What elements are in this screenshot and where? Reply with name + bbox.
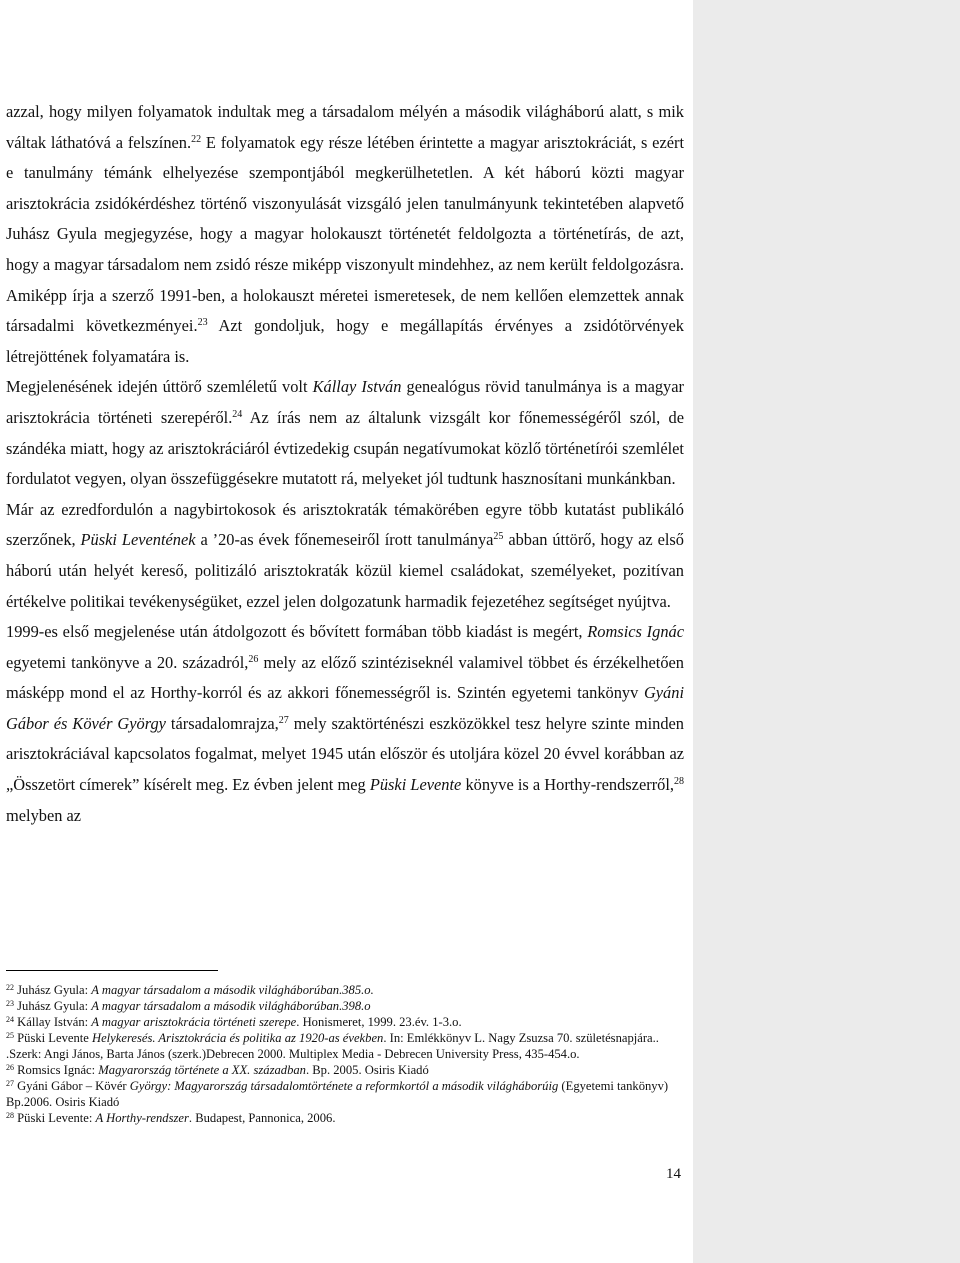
text-run: Juhász Gyula: bbox=[14, 983, 92, 997]
text-run: Már az ezredfordulón a nagybirtokosok és arisztokraták témakörében egyre több kutatást publikáló szerzőnek, bbox=[6, 499, 684, 550]
text-run: abban úttörő, hogy az első háború után helyét kereső, politizáló arisztokraták közül kiemel családokat, személyeket, pozitívan értékelve politikai tevékenységüket, ezzel jelen dolgozatunk harmadik fejezetéhez segítséget nyújtva. bbox=[6, 530, 685, 611]
footnote bbox=[6, 1030, 684, 1062]
italic-text: Gyáni Gábor és Kövér György bbox=[6, 683, 684, 733]
text-run: Gyáni Gábor – Kövér bbox=[14, 1079, 130, 1093]
italic-text: Romsics Ignác bbox=[587, 622, 684, 642]
footnote-ref: 26 bbox=[6, 1063, 14, 1072]
footnote-ref: 28 bbox=[6, 1111, 14, 1120]
text-run: Azt gondoljuk, hogy e megállapítás érvényes a zsidótörvények létrejöttének folyamatára is. bbox=[6, 316, 684, 366]
italic-text: Kállay István bbox=[312, 377, 402, 397]
text-run: könyve is a Horthy-rendszerről, bbox=[461, 775, 674, 795]
text-run: 1999-es első megjelenése után átdolgozott és bővített formában több kiadást is megért, bbox=[6, 622, 588, 642]
footnote-ref: 27 bbox=[6, 1079, 14, 1088]
comment-sidebar bbox=[693, 0, 960, 1263]
paragraph bbox=[6, 97, 684, 372]
text-run: . Bp. 2005. Osiris Kiadó bbox=[305, 1063, 429, 1077]
text-run: Megjelenésének idején úttörő szemléletű volt bbox=[6, 377, 313, 397]
footnote-ref: 23 bbox=[6, 999, 14, 1008]
text-run: mely szaktörténészi eszközökkel tesz helyre szinte minden arisztokráciával kapcsolatos fogalmat, melyet 1945 után először és utoljára közel 20 évvel korábban az „Összetört címerek” kísérelt meg. Ez évben jelent meg bbox=[6, 713, 684, 795]
text-run: E folyamatok egy része létében érintette a magyar arisztokráciát, s ezért e tanulmány témánk elhelyezése szempontjából megkerülhetetlen. A két háború közti magyar arisztokrácia zsidókérdéshez történő viszonyulását vizsgáló jelen tanulmányunk tekintetében alapvető Juhász Gyula megjegyzése, hogy a magyar holokauszt történetét feldolgozta a történetírás, de azt, hogy a magyar társadalom nem zsidó része miképp viszonyult mindehhez, az nem került feldolgozásra. Amiképp írja a szerző 1991-ben, a holokauszt méretei ismeretesek, de nem kellően elemzettek annak társadalmi következményei. bbox=[6, 132, 685, 336]
italic-text: Püski Leventének bbox=[80, 530, 196, 550]
footnote-ref: 24 bbox=[6, 1015, 14, 1024]
text-run: . In: Emlékkönyv L. Nagy Zsuzsa 70. születésnapjára.. .Szerk: Angi János, Barta János (szerk.)Debrecen 2000. Multiplex Media - Debrecen University Press, 435-454.o. bbox=[6, 1031, 659, 1061]
body-text bbox=[6, 97, 684, 831]
text-run: Püski Levente: bbox=[14, 1111, 96, 1125]
footnote bbox=[6, 1078, 684, 1110]
italic-text: Magyarország története a XX. században bbox=[98, 1063, 306, 1077]
italic-text: Püski Levente bbox=[369, 775, 462, 795]
text-run: . Budapest, Pannonica, 2006. bbox=[188, 1111, 336, 1125]
paragraph bbox=[6, 372, 684, 494]
footnote-ref: 26 bbox=[248, 653, 259, 665]
footnote-ref: 28 bbox=[674, 776, 684, 788]
text-run: . Honismeret, 1999. 23.év. 1-3.o. bbox=[296, 1015, 462, 1029]
italic-text: György: Magyarország társadalomtörténete a reformkortól a második világháborúig bbox=[129, 1079, 559, 1093]
italic-text: A magyar arisztokrácia történeti szerepe bbox=[91, 1015, 297, 1029]
text-run: Juhász Gyula: bbox=[14, 999, 92, 1013]
footnote bbox=[6, 998, 684, 1014]
footnote bbox=[6, 1062, 684, 1078]
italic-text: A magyar társadalom a második világháborúban.398.o bbox=[91, 999, 371, 1013]
text-run: a ’20-as évek főnemeseiről írott tanulmánya bbox=[195, 530, 494, 550]
footnote bbox=[6, 1014, 684, 1030]
italic-text: A magyar társadalom a második világháborúban.385.o. bbox=[91, 983, 374, 997]
footnote-ref: 23 bbox=[197, 317, 208, 329]
italic-text: Helykeresés. Arisztokrácia és politika az 1920-as években bbox=[92, 1031, 384, 1045]
text-run: társadalomrajza, bbox=[165, 713, 279, 733]
paragraph bbox=[6, 617, 684, 831]
page-number: 14 bbox=[666, 1166, 681, 1182]
footnote-ref: 27 bbox=[278, 714, 289, 726]
text-run: genealógus rövid tanulmánya is a magyar arisztokrácia történeti szerepéről. bbox=[6, 377, 684, 427]
footnote-ref: 22 bbox=[6, 983, 14, 992]
text-run: Püski Levente bbox=[14, 1031, 92, 1045]
text-run: Az írás nem az általunk vizsgált kor főnemességéről szól, de szándéka miatt, hogy az arisztokráciáról évtizedekig csupán negatívumokat közlő történetírói szemlélet fordulatot vegyen, olyan összefüggésekre mutatott rá, melyeket jól tudtunk hasznosítani munkánkban. bbox=[6, 407, 684, 489]
footnote-ref: 24 bbox=[232, 408, 243, 420]
text-run: Kállay István: bbox=[14, 1015, 92, 1029]
footnote-ref: 25 bbox=[6, 1031, 14, 1040]
paragraph bbox=[6, 495, 684, 617]
footnote-ref: 25 bbox=[493, 531, 504, 543]
text-run: egyetemi tankönyve a 20. századról, bbox=[6, 652, 249, 672]
text-run: mely az előző szintéziseknél valamivel többet és érzékelhetően másképp mond el az Horthy-korról és az akkori főnemességről is. Szintén egyetemi tankönyv bbox=[6, 652, 685, 703]
text-run: azzal, hogy milyen folyamatok indultak meg a társadalom mélyén a második világháború alatt, s mik váltak láthatóvá a felszínen. bbox=[6, 102, 684, 152]
text-run: melyben az bbox=[6, 805, 82, 825]
text-run: (Egyetemi tankönyv) Bp.2006. Osiris Kiadó bbox=[6, 1079, 669, 1109]
footnote bbox=[6, 982, 684, 998]
footnotes bbox=[6, 982, 684, 1126]
italic-text: A Horthy-rendszer bbox=[95, 1111, 189, 1125]
footnote bbox=[6, 1110, 684, 1126]
text-run: Romsics Ignác: bbox=[14, 1063, 99, 1077]
footnote-separator bbox=[6, 970, 218, 971]
footnote-ref: 22 bbox=[191, 133, 202, 145]
